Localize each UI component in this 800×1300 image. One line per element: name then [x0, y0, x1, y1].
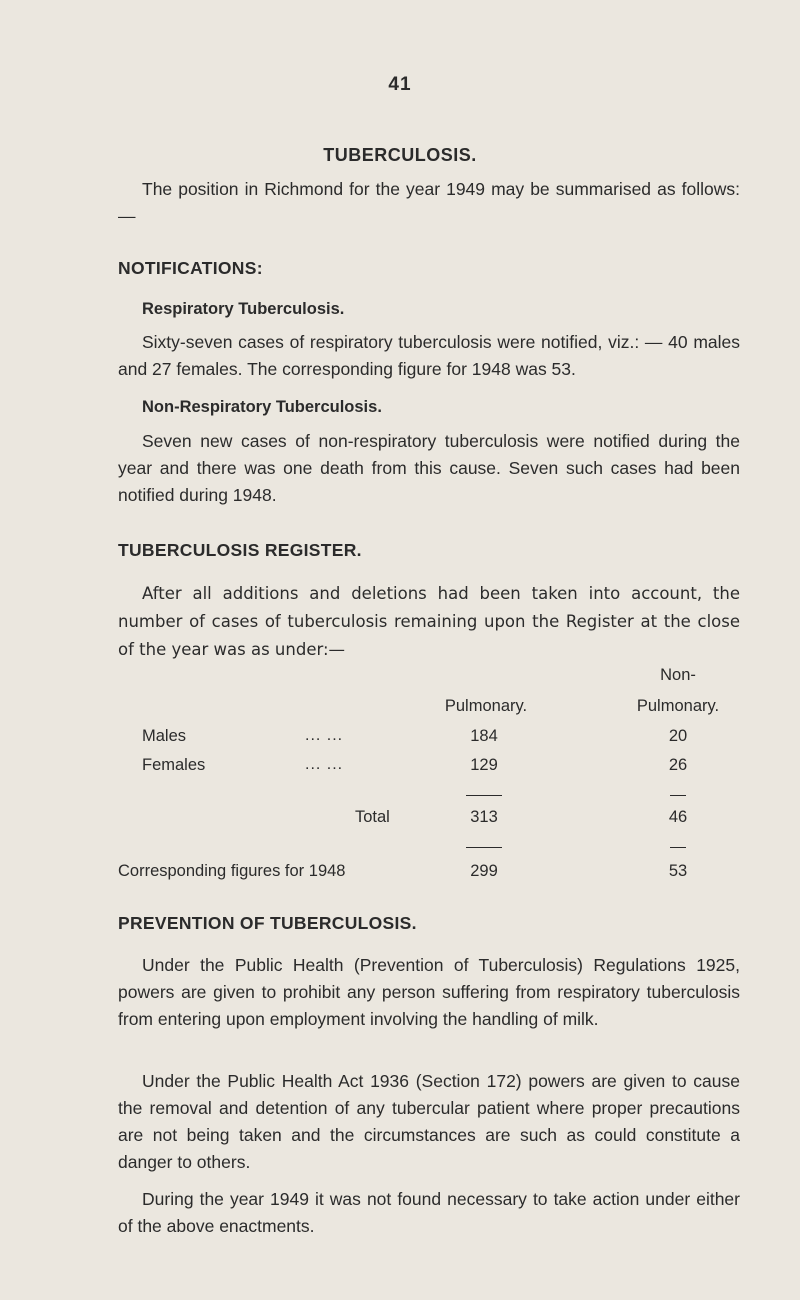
sum-rule-non-pulmonary: [670, 795, 686, 796]
respiratory-heading: Respiratory Tuberculosis.: [142, 300, 345, 318]
cell-females-non-pulmonary: 26: [668, 756, 688, 774]
cell-total-non-pulmonary: 46: [668, 808, 688, 826]
register-text: After all additions and deletions had been taken into account, the number of cases of tuberculosis remaining upon the Register at the close of the year was as under:—: [118, 584, 740, 659]
cell-males-pulmonary: 184: [470, 727, 498, 745]
register-paragraph: [118, 580, 740, 664]
respiratory-text: Sixty-seven cases of respiratory tuberculosis were notified, viz.: — 40 males and 27 females. The corresponding figure for 1948 was 53.: [118, 332, 740, 379]
row-label-males: Males: [142, 727, 187, 745]
row-label-1948: Corresponding figures for 1948: [118, 862, 346, 880]
non-respiratory-heading: Non-Respiratory Tuberculosis.: [142, 398, 382, 416]
prevention-paragraph-1: [118, 952, 740, 1033]
cell-1948-pulmonary: 299: [470, 862, 498, 880]
prevention-paragraph-3: [118, 1186, 740, 1240]
sum-rule-pulmonary: [466, 795, 502, 796]
prevention-heading: PREVENTION OF TUBERCULOSIS.: [118, 913, 417, 933]
non-respiratory-text: Seven new cases of non-respiratory tuberculosis were notified during the year and there was one death from this cause. Seven such cases had been notified during 1948.: [118, 431, 740, 505]
non-respiratory-paragraph: [118, 428, 740, 509]
col-head-non-line2: Pulmonary.: [636, 697, 720, 715]
cell-males-non-pulmonary: 20: [668, 727, 688, 745]
cell-females-pulmonary: 129: [470, 756, 498, 774]
respiratory-paragraph: [118, 329, 740, 383]
page-title: TUBERCULOSIS.: [323, 145, 477, 165]
row-leader-males: ... ...: [305, 727, 344, 744]
cell-total-pulmonary: 313: [470, 808, 498, 826]
prevention-text-3: During the year 1949 it was not found necessary to take action under either of the above enactments.: [118, 1189, 740, 1236]
register-heading: TUBERCULOSIS REGISTER.: [118, 540, 362, 560]
row-label-females: Females: [142, 756, 206, 774]
prevention-text-2: Under the Public Health Act 1936 (Section 172) powers are given to cause the removal and detention of any tubercular patient where proper precautions are not being taken and the circumstances are such as could constitute a danger to others.: [118, 1071, 740, 1172]
prevention-paragraph-2: [118, 1068, 740, 1176]
intro-text: The position in Richmond for the year 1949 may be summarised as follows:—: [118, 179, 740, 226]
cell-1948-non-pulmonary: 53: [668, 862, 688, 880]
row-leader-females: ... ...: [305, 756, 344, 773]
page-number: 41: [388, 74, 412, 95]
intro-paragraph: [118, 176, 740, 230]
notifications-heading: NOTIFICATIONS:: [118, 258, 263, 278]
total-rule-non-pulmonary: [670, 847, 686, 848]
prevention-text-1: Under the Public Health (Prevention of Tuberculosis) Regulations 1925, powers are given to prohibit any person suffering from respiratory tuberculosis from entering upon employment involving the handling of milk.: [118, 955, 740, 1029]
total-rule-pulmonary: [466, 847, 502, 848]
col-head-non-line1: Non-: [660, 666, 696, 684]
row-label-total: Total: [355, 808, 390, 826]
col-head-pulmonary: Pulmonary.: [444, 697, 528, 715]
